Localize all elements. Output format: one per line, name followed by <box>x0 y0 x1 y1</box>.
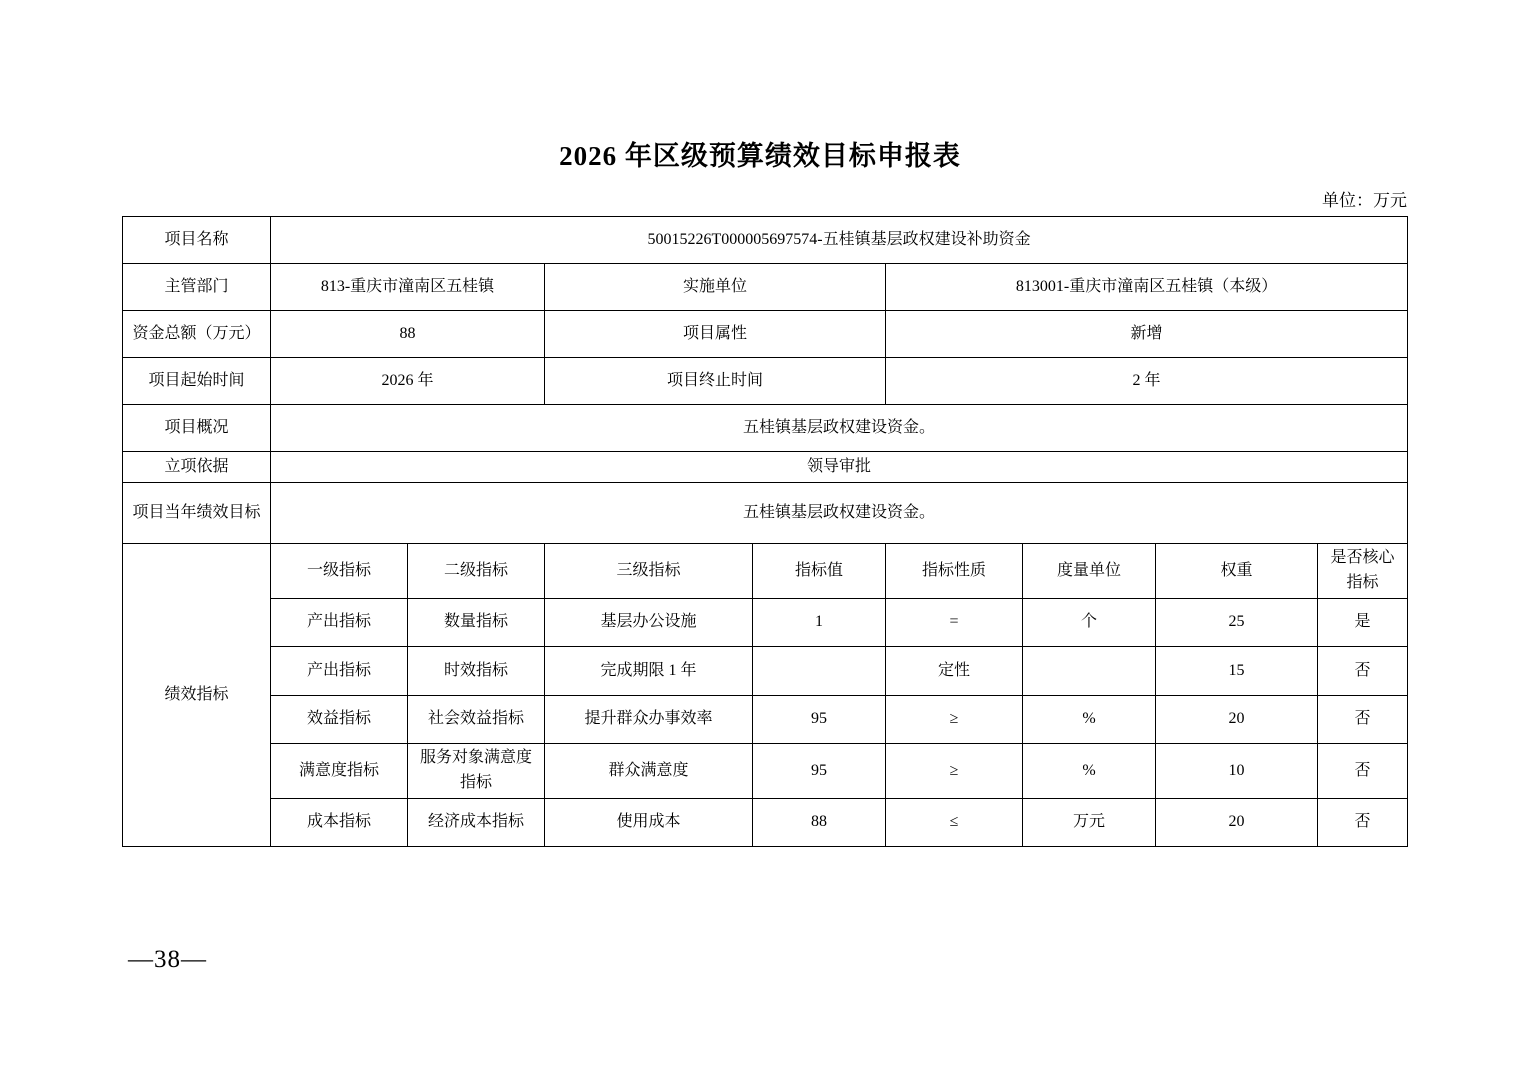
indicator-cell: 88 <box>753 799 886 847</box>
indicator-cell: 产出指标 <box>271 599 408 647</box>
indicator-cell: 25 <box>1156 599 1318 647</box>
indicator-cell <box>1023 647 1156 696</box>
dept-value: 813-重庆市潼南区五桂镇 <box>271 264 545 311</box>
project-attr-value: 新增 <box>886 311 1408 358</box>
indicator-cell: 时效指标 <box>408 647 545 696</box>
indicator-cell: 否 <box>1318 744 1408 799</box>
annual-goal-label: 项目当年绩效目标 <box>123 483 271 544</box>
row-basis <box>123 452 1408 483</box>
indicator-cell: ≥ <box>886 696 1023 744</box>
page-number: —38— <box>128 946 207 973</box>
header-is-core: 是否核心指标 <box>1318 544 1408 599</box>
indicator-cell: 提升群众办事效率 <box>545 696 753 744</box>
header-weight: 权重 <box>1156 544 1318 599</box>
indicator-section-label: 绩效指标 <box>123 544 271 847</box>
indicator-cell: 个 <box>1023 599 1156 647</box>
indicator-cell: 效益指标 <box>271 696 408 744</box>
header-indicator-nature: 指标性质 <box>886 544 1023 599</box>
indicator-row <box>123 799 1408 847</box>
indicator-cell: 否 <box>1318 799 1408 847</box>
budget-performance-form <box>122 216 1408 847</box>
indicator-cell: 满意度指标 <box>271 744 408 799</box>
indicator-cell: 10 <box>1156 744 1318 799</box>
overview-label: 项目概况 <box>123 405 271 452</box>
header-level2-indicator: 二级指标 <box>408 544 545 599</box>
indicator-row <box>123 599 1408 647</box>
indicator-cell: 产出指标 <box>271 647 408 696</box>
row-annual-goal <box>123 483 1408 544</box>
header-level3-indicator: 三级指标 <box>545 544 753 599</box>
indicator-header-row <box>123 544 1408 599</box>
indicator-cell: 定性 <box>886 647 1023 696</box>
header-measure-unit: 度量单位 <box>1023 544 1156 599</box>
indicator-cell: 使用成本 <box>545 799 753 847</box>
impl-unit-label: 实施单位 <box>545 264 886 311</box>
indicator-cell: 是 <box>1318 599 1408 647</box>
indicator-cell: 基层办公设施 <box>545 599 753 647</box>
indicator-cell: 服务对象满意度指标 <box>408 744 545 799</box>
indicator-row <box>123 696 1408 744</box>
unit-note: 单位：万元 <box>1322 191 1407 210</box>
start-time-value: 2026 年 <box>271 358 545 405</box>
indicator-cell: 完成期限 1 年 <box>545 647 753 696</box>
header-indicator-value: 指标值 <box>753 544 886 599</box>
row-project-name <box>123 217 1408 264</box>
indicator-row <box>123 744 1408 799</box>
indicator-cell: 15 <box>1156 647 1318 696</box>
header-level1-indicator: 一级指标 <box>271 544 408 599</box>
impl-unit-value: 813001-重庆市潼南区五桂镇（本级） <box>886 264 1408 311</box>
indicator-cell: 95 <box>753 744 886 799</box>
basis-label: 立项依据 <box>123 452 271 483</box>
start-time-label: 项目起始时间 <box>123 358 271 405</box>
annual-goal-value: 五桂镇基层政权建设资金。 <box>271 483 1408 544</box>
indicator-cell: 数量指标 <box>408 599 545 647</box>
indicator-cell: ≤ <box>886 799 1023 847</box>
row-overview <box>123 405 1408 452</box>
indicator-cell: 成本指标 <box>271 799 408 847</box>
total-fund-value: 88 <box>271 311 545 358</box>
row-project-dates <box>123 358 1408 405</box>
indicator-cell: ≥ <box>886 744 1023 799</box>
indicator-cell <box>753 647 886 696</box>
overview-value: 五桂镇基层政权建设资金。 <box>271 405 1408 452</box>
indicator-cell: 95 <box>753 696 886 744</box>
indicator-cell: % <box>1023 696 1156 744</box>
indicator-cell: 20 <box>1156 799 1318 847</box>
project-name-value: 50015226T000005697574-五桂镇基层政权建设补助资金 <box>271 217 1408 264</box>
indicator-row <box>123 647 1408 696</box>
page-title: 2026 年区级预算绩效目标申报表 <box>559 141 961 171</box>
project-attr-label: 项目属性 <box>545 311 886 358</box>
row-department <box>123 264 1408 311</box>
total-fund-label: 资金总额（万元） <box>123 311 271 358</box>
indicator-cell: 社会效益指标 <box>408 696 545 744</box>
indicator-cell: = <box>886 599 1023 647</box>
indicator-cell: 群众满意度 <box>545 744 753 799</box>
dept-label: 主管部门 <box>123 264 271 311</box>
indicator-cell: 1 <box>753 599 886 647</box>
project-name-label: 项目名称 <box>123 217 271 264</box>
indicator-cell: % <box>1023 744 1156 799</box>
indicator-cell: 20 <box>1156 696 1318 744</box>
end-time-value: 2 年 <box>886 358 1408 405</box>
row-total-fund <box>123 311 1408 358</box>
indicator-cell: 经济成本指标 <box>408 799 545 847</box>
end-time-label: 项目终止时间 <box>545 358 886 405</box>
indicator-cell: 否 <box>1318 647 1408 696</box>
basis-value: 领导审批 <box>271 452 1408 483</box>
indicator-cell: 万元 <box>1023 799 1156 847</box>
indicator-cell: 否 <box>1318 696 1408 744</box>
